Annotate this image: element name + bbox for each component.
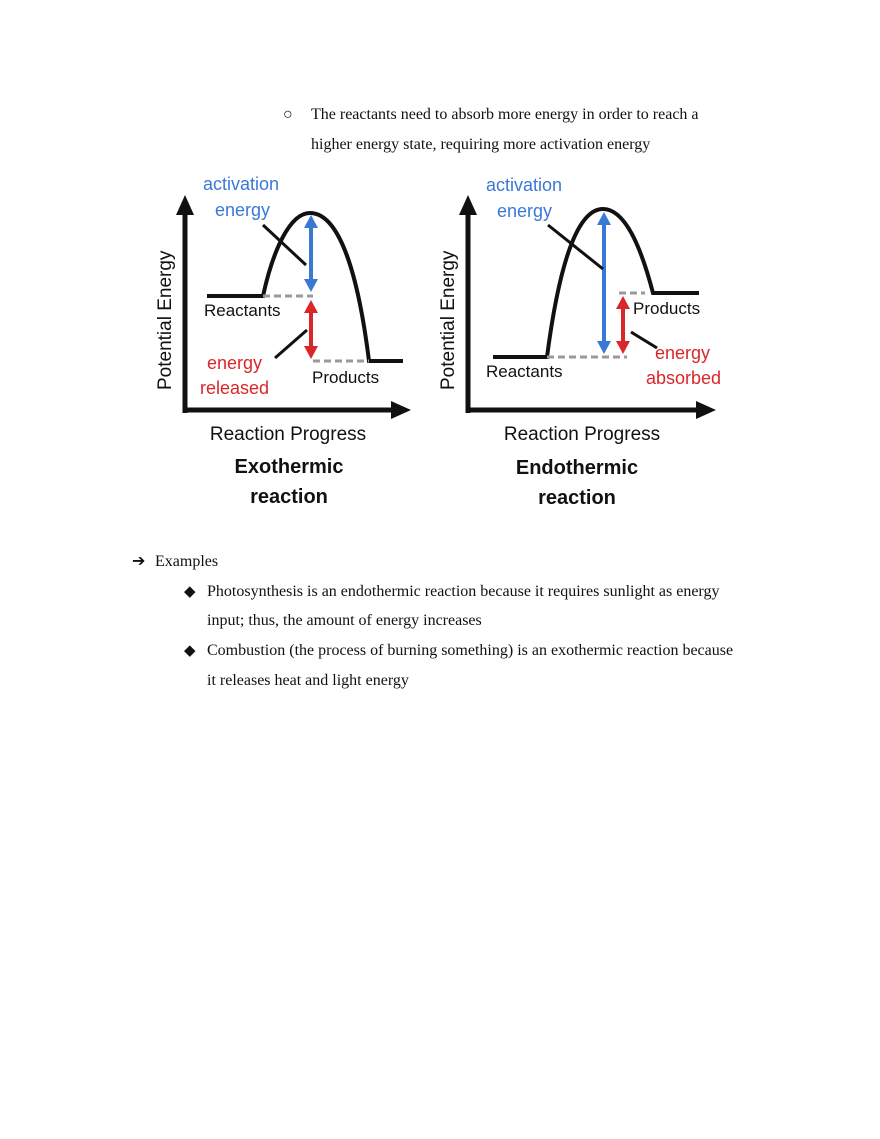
endo-absorbed-arrowhead-down bbox=[616, 341, 630, 354]
endo-y-axis-arrowhead bbox=[459, 195, 477, 215]
energy-diagram-svg bbox=[145, 165, 745, 515]
exo-energy-curve bbox=[207, 213, 403, 361]
exo-released-pointer bbox=[275, 330, 307, 358]
endo-energy-label-2: absorbed bbox=[646, 368, 722, 388]
endo-energy-curve bbox=[493, 209, 699, 357]
intro-text-line-1: The reactants need to absorb more energy in order to reach a bbox=[311, 106, 699, 123]
exo-reactants-label: Reactants bbox=[204, 301, 281, 320]
arrow-bullet-icon: ➔ bbox=[132, 553, 146, 570]
endo-activation-arrowhead-down bbox=[597, 341, 611, 354]
exothermic-panel bbox=[155, 174, 411, 508]
intro-text-line-2: higher energy state, requiring more activation energy bbox=[311, 136, 651, 153]
hollow-bullet-icon: ○ bbox=[283, 106, 293, 123]
exo-x-axis-arrowhead bbox=[391, 401, 411, 419]
endo-activation-label-1: activation bbox=[486, 175, 563, 195]
exo-energy-label-2: released bbox=[200, 378, 270, 398]
example-1-line-1: Photosynthesis is an endothermic reaction because it requires sunlight as energy bbox=[207, 583, 720, 600]
exo-products-label: Products bbox=[312, 368, 380, 387]
energy-diagram bbox=[145, 165, 745, 515]
endo-absorbed-arrowhead-up bbox=[616, 296, 630, 309]
endo-energy-label-1: energy bbox=[655, 343, 711, 363]
exo-title-1: Exothermic bbox=[234, 456, 344, 478]
endo-y-axis-label: Potential Energy bbox=[438, 250, 459, 390]
exo-title-2: reaction bbox=[250, 486, 328, 508]
endo-title-1: Endothermic bbox=[515, 457, 639, 479]
exo-activation-arrowhead-up bbox=[304, 215, 318, 228]
endothermic-panel bbox=[438, 175, 721, 509]
endo-x-axis-label: Reaction Progress bbox=[503, 424, 661, 445]
endo-x-axis-arrowhead bbox=[696, 401, 716, 419]
exo-energy-label-1: energy bbox=[207, 353, 263, 373]
endo-title-2: reaction bbox=[538, 487, 616, 509]
endo-reactants-label: Reactants bbox=[486, 362, 563, 381]
diamond-bullet-icon: ◆ bbox=[184, 584, 196, 600]
endo-absorbed-pointer bbox=[631, 332, 657, 348]
endo-activation-label-2: energy bbox=[497, 201, 553, 221]
exo-activation-label-1: activation bbox=[203, 174, 280, 194]
examples-heading: Examples bbox=[155, 553, 219, 570]
exo-released-arrowhead-up bbox=[304, 300, 318, 313]
exo-x-axis-label: Reaction Progress bbox=[209, 424, 367, 445]
diamond-bullet-icon: ◆ bbox=[184, 643, 196, 659]
exo-activation-label-2: energy bbox=[215, 200, 271, 220]
example-2-line-1: Combustion (the process of burning something) is an exothermic reaction because bbox=[207, 642, 734, 659]
exo-y-axis-arrowhead bbox=[176, 195, 194, 215]
exo-released-arrowhead-down bbox=[304, 346, 318, 359]
endo-activation-arrowhead-up bbox=[597, 212, 611, 225]
endo-products-label: Products bbox=[633, 299, 701, 318]
exo-y-axis-label: Potential Energy bbox=[155, 250, 176, 390]
example-2-line-2: it releases heat and light energy bbox=[207, 672, 409, 689]
example-1-line-2: input; thus, the amount of energy increases bbox=[207, 612, 482, 629]
exo-activation-arrowhead-down bbox=[304, 279, 318, 292]
